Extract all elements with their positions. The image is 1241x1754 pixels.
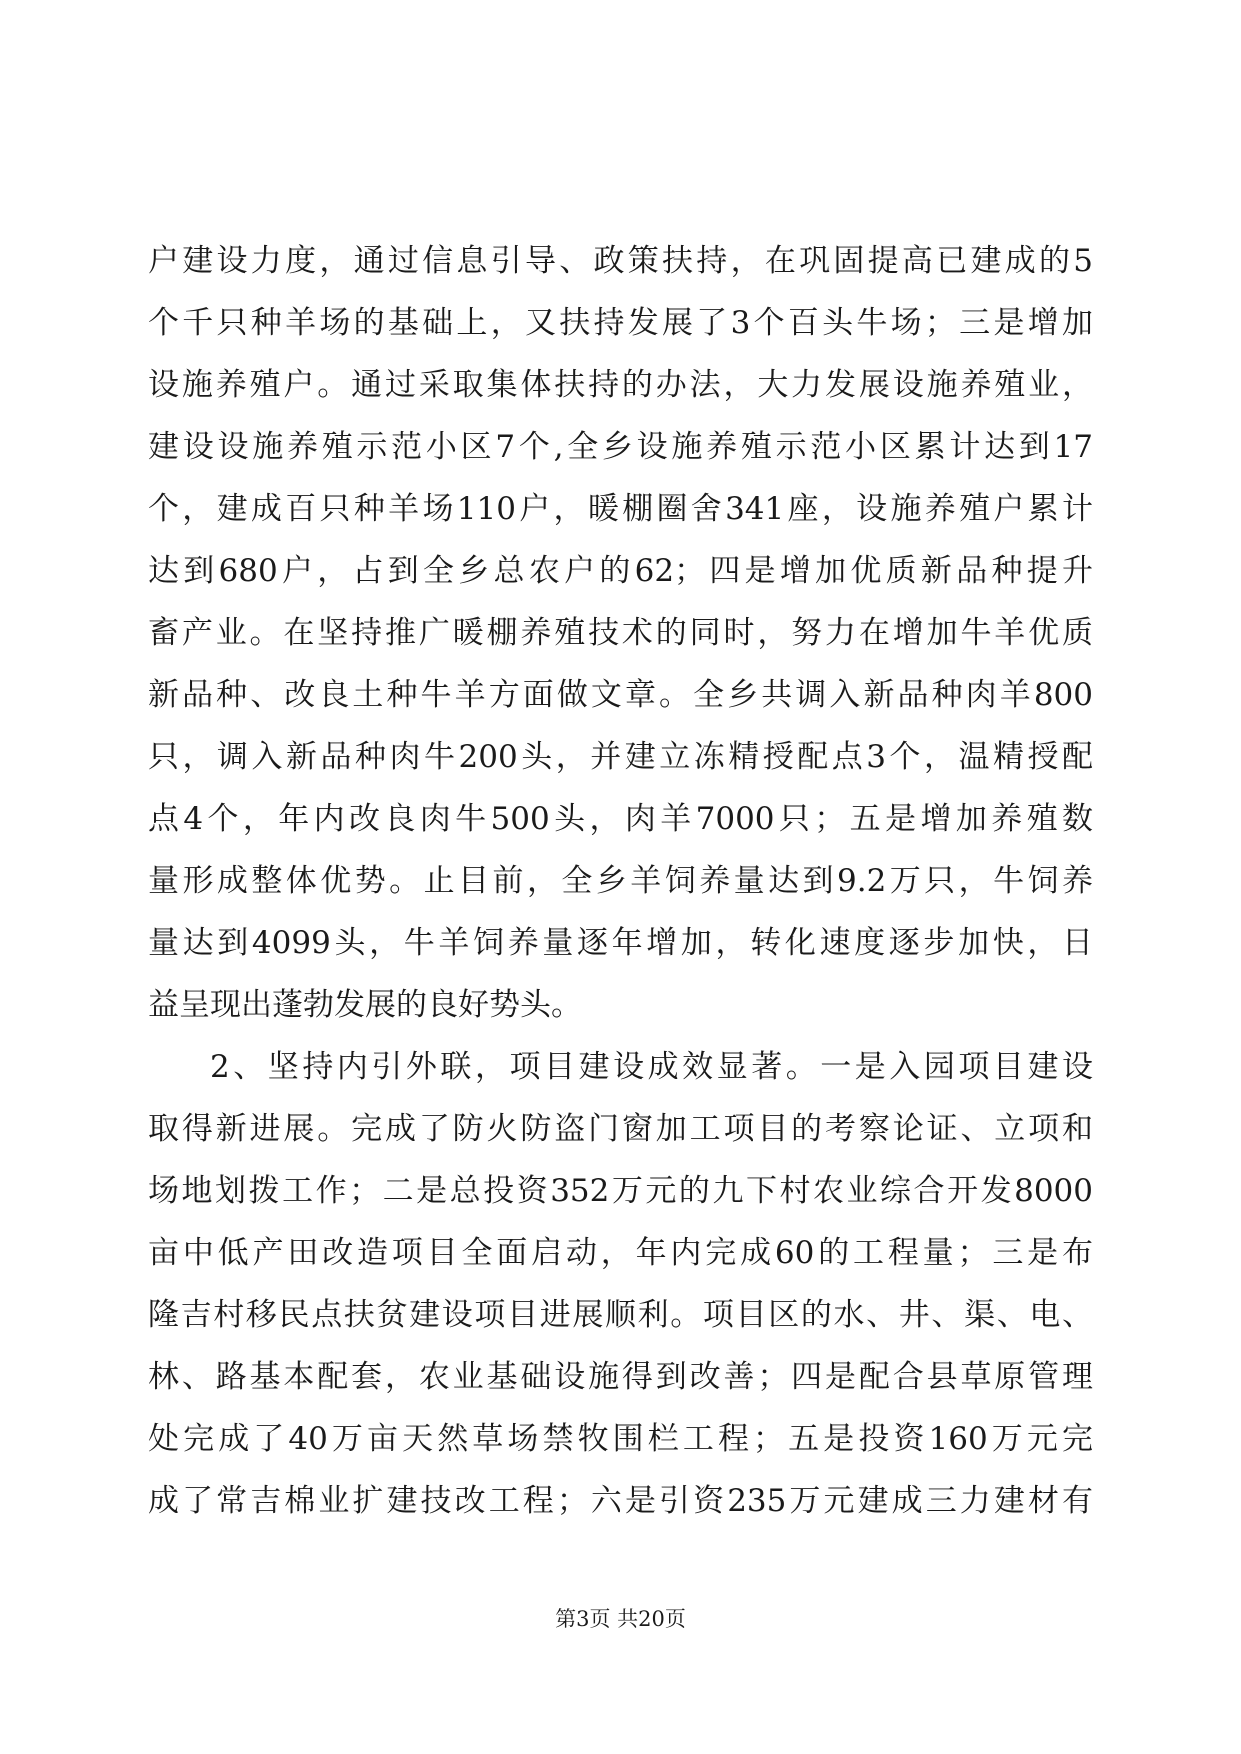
text-line: 只，调入新品种肉牛200头，并建立冻精授配点3个，温精授配 (148, 739, 1093, 775)
body-text (148, 230, 1093, 1532)
text-line: 2、坚持内引外联，项目建设成效显著。一是入园项目建设 (210, 1049, 1093, 1085)
text-line: 建设设施养殖示范小区7个,全乡设施养殖示范小区累计达到17 (148, 429, 1093, 465)
text-line: 达到680户，占到全乡总农户的62；四是增加优质新品种提升 (148, 553, 1093, 589)
text-line: 畜产业。在坚持推广暖棚养殖技术的同时，努力在增加牛羊优质 (148, 615, 1093, 651)
text-line: 个，建成百只种羊场110户，暖棚圈舍341座，设施养殖户累计 (148, 491, 1093, 527)
text-line: 个千只种羊场的基础上，又扶持发展了3个百头牛场；三是增加 (148, 305, 1093, 341)
page-number-footer: 第3页 共20页 (555, 1607, 686, 1631)
text-line: 处完成了40万亩天然草场禁牧围栏工程；五是投资160万元完 (148, 1421, 1093, 1457)
paragraph-2 (148, 1036, 1093, 1532)
text-line: 设施养殖户。通过采取集体扶持的办法，大力发展设施养殖业， (148, 367, 1093, 403)
text-line: 量达到4099头，牛羊饲养量逐年增加，转化速度逐步加快，日 (148, 925, 1093, 961)
text-line: 点4个，年内改良肉牛500头，肉羊7000只；五是增加养殖数 (148, 801, 1093, 837)
text-line: 林、路基本配套，农业基础设施得到改善；四是配合县草原管理 (148, 1359, 1093, 1395)
text-line: 益呈现出蓬勃发展的良好势头。 (148, 987, 582, 1023)
text-line: 取得新进展。完成了防火防盗门窗加工项目的考察论证、立项和 (148, 1111, 1093, 1147)
text-line: 户建设力度，通过信息引导、政策扶持，在巩固提高已建成的5 (148, 243, 1093, 279)
text-line: 量形成整体优势。止目前，全乡羊饲养量达到9.2万只，牛饲养 (148, 863, 1093, 899)
text-line: 场地划拨工作；二是总投资352万元的九下村农业综合开发8000 (148, 1173, 1093, 1209)
text-line: 成了常吉棉业扩建技改工程；六是引资235万元建成三力建材有 (148, 1483, 1093, 1519)
text-line: 隆吉村移民点扶贫建设项目进展顺利。项目区的水、井、渠、电、 (148, 1297, 1093, 1333)
paragraph-1 (148, 230, 1093, 1036)
text-line: 亩中低产田改造项目全面启动，年内完成60的工程量；三是布 (148, 1235, 1093, 1271)
text-line: 新品种、改良土种牛羊方面做文章。全乡共调入新品种肉羊800 (148, 677, 1093, 713)
